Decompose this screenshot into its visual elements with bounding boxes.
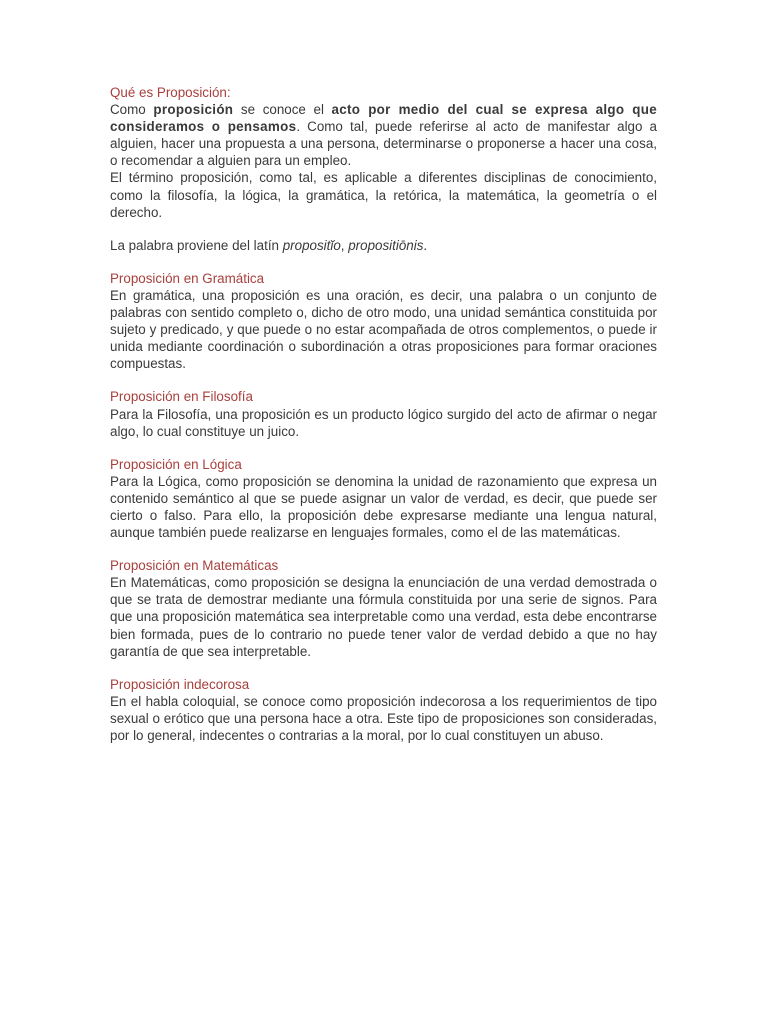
section-heading: Proposición en Lógica xyxy=(110,456,242,472)
section-indecorosa xyxy=(110,676,657,744)
section-filosofia xyxy=(110,388,657,439)
section-heading: Proposición en Filosofía xyxy=(110,389,253,405)
text-run: . Como tal, puede referirse al acto de manifestar algo a alguien, hacer una propuesta a una persona, determinarse o proponerse a hacer una cosa, o recomendar a alguien para un empleo. xyxy=(110,119,657,169)
text-run: La palabra proviene del latín xyxy=(110,237,283,253)
text-run: se conoce el xyxy=(233,102,332,118)
intro-section xyxy=(110,84,657,254)
document-page xyxy=(110,84,657,744)
section-paragraph: En Matemáticas, como proposición se designa la enunciación de una verdad demostrada o que se trata de demostrar mediante una fórmula constituida por una serie de signos. Para que una proposición matemática sea interpretable como una verdad, esta debe encontrarse bien formada, pues de lo contrario no puede tener valor de verdad debido a que no hay garantía de que sea interpretable. xyxy=(110,575,657,659)
section-paragraph: Para la Lógica, como proposición se denomina la unidad de razonamiento que expresa un contenido semántico al que se puede asignar un valor de verdad, es decir, que puede ser cierto o falso. Para ello, la proposición debe expresarse mediante una lengua natural, aunque también puede realizarse en lenguajes formales, como el de las matemáticas. xyxy=(110,473,657,541)
intro-paragraph xyxy=(110,101,657,169)
etymology-paragraph xyxy=(110,237,657,254)
section-paragraph: Para la Filosofía, una proposición es un producto lógico surgido del acto de afirmar o negar algo, lo cual constituye un juico. xyxy=(110,406,657,439)
section-heading: Qué es Proposición: xyxy=(110,85,231,100)
text-run: , xyxy=(340,237,349,253)
text-run: . xyxy=(423,237,428,253)
latin-term: propositiōnis xyxy=(348,237,424,253)
section-gramatica xyxy=(110,270,657,373)
intro-paragraph-2: El término proposición, como tal, es aplicable a diferentes disciplinas de conocimiento, como la filosofía, la lógica, la gramática, la retórica, la matemática, la geometría o el derecho. xyxy=(110,170,657,220)
bold-definition: acto por medio del cual se expresa algo que consideramos o pensamos xyxy=(110,102,657,135)
section-paragraph: En gramática, una proposición es una oración, es decir, una palabra o un conjunto de palabras con sentido completo o, dicho de otro modo, una unidad semántica constituida por sujeto y predicado, y que puede o no estar acompañada de otros complementos, o puede ir unida mediante coordinación o subordinación a otras proposiciones para formar oraciones compuestas. xyxy=(110,287,657,372)
latin-term: propositĭo xyxy=(282,237,341,253)
section-heading: Proposición indecorosa xyxy=(110,676,250,692)
text-run: Como xyxy=(110,102,154,118)
section-logica xyxy=(110,456,657,541)
section-heading: Proposición en Matemáticas xyxy=(110,558,279,574)
section-heading: Proposición en Gramática xyxy=(110,270,265,286)
section-paragraph: En el habla coloquial, se conoce como proposición indecorosa a los requerimientos de tipo sexual o erótico que una persona hace a otra. Este tipo de proposiciones son consideradas, por lo general, indecentes o contrarias a la moral, por lo cual constituyen un abuso. xyxy=(110,693,657,743)
section-matematicas xyxy=(110,557,657,660)
bold-term: proposición xyxy=(153,102,234,118)
